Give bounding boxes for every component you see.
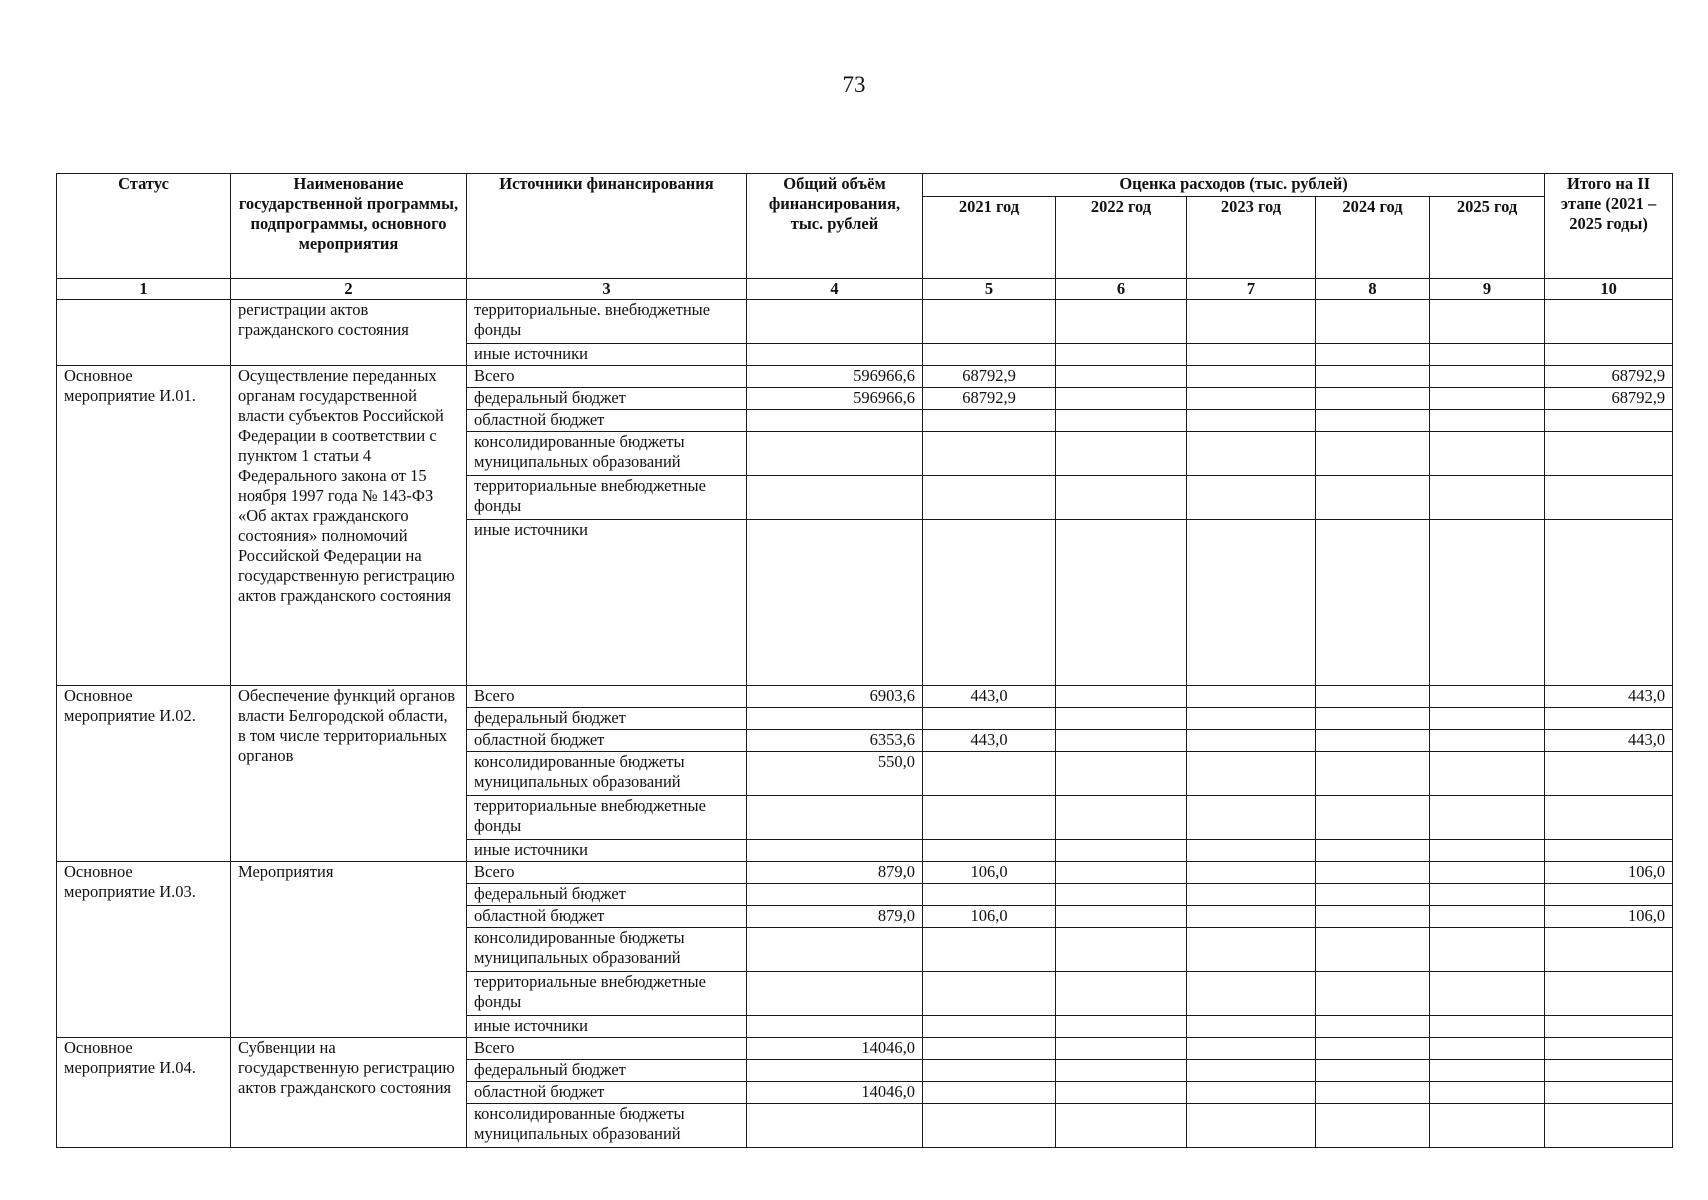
column-number: 1: [57, 279, 231, 300]
header-stage-total: Итого на II этапе (2021 – 2025 годы): [1545, 174, 1673, 279]
source-label: территориальные внебюджетные фонды: [467, 796, 747, 840]
source-label: иные источники: [467, 840, 747, 862]
status-cell: Основное мероприятие И.03.: [57, 862, 231, 1038]
column-number: 6: [1056, 279, 1187, 300]
column-number-row: [57, 279, 1673, 300]
status-cell: Основное мероприятие И.04.: [57, 1038, 231, 1148]
column-number: 2: [231, 279, 467, 300]
stage-total-value: 106,0: [1545, 906, 1673, 928]
total-volume-value: 879,0: [747, 906, 923, 928]
header-year-2023: 2023 год: [1187, 197, 1316, 279]
table-row: [57, 1038, 1673, 1060]
source-label: консолидированные бюджеты муниципальных образований: [467, 1104, 747, 1148]
source-label: консолидированные бюджеты муниципальных образований: [467, 752, 747, 796]
source-label: территориальные внебюджетные фонды: [467, 476, 747, 520]
measure-name-cell: Субвенции на государственную регистрацию актов гражданского состояния: [231, 1038, 467, 1148]
year-2021-value: 68792,9: [923, 366, 1056, 388]
source-label: Всего: [467, 686, 747, 708]
source-label: федеральный бюджет: [467, 1060, 747, 1082]
source-label: иные источники: [467, 1016, 747, 1038]
header-year-2024: 2024 год: [1316, 197, 1430, 279]
measure-name-cell: Мероприятия: [231, 862, 467, 1038]
total-volume-value: 596966,6: [747, 388, 923, 410]
header-row: [57, 174, 1673, 197]
source-label: консолидированные бюджеты муниципальных образований: [467, 928, 747, 972]
source-label: территориальные. внебюджетные фонды: [467, 300, 747, 344]
header-year-2021: 2021 год: [923, 197, 1056, 279]
year-2021-value: 443,0: [923, 730, 1056, 752]
column-number: 7: [1187, 279, 1316, 300]
status-cell: Основное мероприятие И.02.: [57, 686, 231, 862]
source-label: областной бюджет: [467, 906, 747, 928]
table-row: [57, 862, 1673, 884]
header-total-volume: Общий объём финансирования, тыс. рублей: [747, 174, 923, 279]
year-2021-value: 68792,9: [923, 388, 1056, 410]
stage-total-value: 68792,9: [1545, 388, 1673, 410]
stage-total-value: 106,0: [1545, 862, 1673, 884]
column-number: 3: [467, 279, 747, 300]
financing-table: [56, 173, 1673, 1148]
stage-total-value: 443,0: [1545, 686, 1673, 708]
column-number: 5: [923, 279, 1056, 300]
column-number: 8: [1316, 279, 1430, 300]
stage-total-value: 68792,9: [1545, 366, 1673, 388]
total-volume-value: 6903,6: [747, 686, 923, 708]
year-2021-value: 443,0: [923, 686, 1056, 708]
source-label: консолидированные бюджеты муниципальных образований: [467, 432, 747, 476]
total-volume-value: 6353,6: [747, 730, 923, 752]
header-status: Статус: [57, 174, 231, 279]
table-row: [57, 366, 1673, 388]
year-2021-value: 106,0: [923, 862, 1056, 884]
status-cell: Основное мероприятие И.01.: [57, 366, 231, 686]
source-label: Всего: [467, 1038, 747, 1060]
source-label: областной бюджет: [467, 410, 747, 432]
source-label: областной бюджет: [467, 1082, 747, 1104]
source-label: территориальные внебюджетные фонды: [467, 972, 747, 1016]
source-label: Всего: [467, 862, 747, 884]
table-row: [57, 300, 1673, 344]
header-year-2025: 2025 год: [1430, 197, 1545, 279]
header-sources: Источники финансирования: [467, 174, 747, 279]
page-number: 73: [842, 72, 866, 97]
column-number: 4: [747, 279, 923, 300]
measure-name-cell: Обеспечение функций органов власти Белгородской области, в том числе территориальных органов: [231, 686, 467, 862]
source-label: Всего: [467, 366, 747, 388]
total-volume-value: 14046,0: [747, 1082, 923, 1104]
column-number: 10: [1545, 279, 1673, 300]
measure-name-cell: регистрации актов гражданского состояния: [231, 300, 467, 366]
source-label: областной бюджет: [467, 730, 747, 752]
total-volume-value: 14046,0: [747, 1038, 923, 1060]
header-estimate: Оценка расходов (тыс. рублей): [923, 174, 1545, 197]
source-label: федеральный бюджет: [467, 708, 747, 730]
measure-name-cell: Осуществление переданных органам государственной власти субъектов Российской Федерации в соответствии с пунктом 1 статьи 4 Федерального закона от 15 ноября 1997 года № 143-ФЗ «Об актах гражданского состояния» полномочий Российской Федерации на государственную регистрацию актов гражданского состояния: [231, 366, 467, 686]
source-label: федеральный бюджет: [467, 388, 747, 410]
year-2021-value: 106,0: [923, 906, 1056, 928]
total-volume-value: 550,0: [747, 752, 923, 796]
column-number: 9: [1430, 279, 1545, 300]
status-cell: [57, 300, 231, 366]
source-label: федеральный бюджет: [467, 884, 747, 906]
total-volume-value: 879,0: [747, 862, 923, 884]
source-label: иные источники: [467, 344, 747, 366]
source-label: иные источники: [467, 520, 747, 686]
table-row: [57, 686, 1673, 708]
header-year-2022: 2022 год: [1056, 197, 1187, 279]
total-volume-value: 596966,6: [747, 366, 923, 388]
stage-total-value: 443,0: [1545, 730, 1673, 752]
header-name: Наименование государственной программы, подпрограммы, основного мероприятия: [231, 174, 467, 279]
